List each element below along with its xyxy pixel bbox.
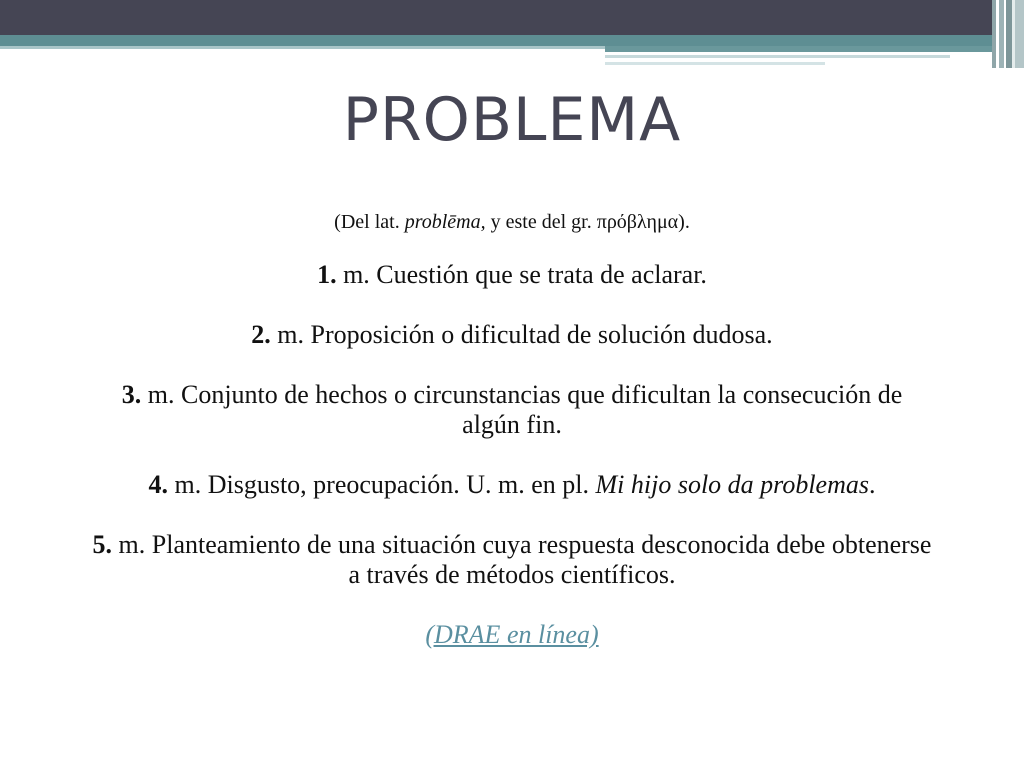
drae-source-link[interactable]: (DRAE en línea) bbox=[425, 620, 599, 649]
header-band-right-pale-2 bbox=[605, 62, 825, 65]
definition-number: 3. bbox=[121, 380, 142, 409]
definition-5 bbox=[90, 530, 934, 590]
header-band-right-teal bbox=[605, 46, 1024, 52]
slide-title: PROBLEMA bbox=[342, 85, 682, 155]
definition-text: m. Cuestión que se trata de aclarar. bbox=[336, 260, 707, 289]
definition-1 bbox=[90, 260, 934, 290]
etymology-greek-word: πρόβλημα bbox=[596, 211, 679, 233]
etymology-latin-word: problēma, bbox=[404, 211, 486, 233]
etymology-prefix: (Del lat. bbox=[334, 211, 405, 233]
etymology-suffix: ). bbox=[678, 211, 690, 233]
definition-example: Mi hijo solo da problemas bbox=[595, 470, 869, 499]
definition-number: 5. bbox=[92, 530, 113, 559]
definition-2 bbox=[90, 320, 934, 350]
definition-text: m. Planteamiento de una situación cuya respuesta desconocida debe obtenerse a través de métodos científicos. bbox=[112, 530, 932, 589]
slide-body bbox=[90, 203, 934, 650]
definition-text: m. Conjunto de hechos o circunstancias que dificultan la consecución de algún fin. bbox=[141, 380, 903, 439]
header-stripes bbox=[992, 0, 1024, 68]
definition-text: m. Proposición o dificultad de solución dudosa. bbox=[270, 320, 773, 349]
definition-4 bbox=[90, 470, 934, 500]
definition-number: 4. bbox=[148, 470, 168, 499]
definition-text: m. Disgusto, preocupación. U. m. en pl. bbox=[168, 470, 596, 499]
header-band-right-pale bbox=[605, 55, 950, 58]
etymology-middle: y este del gr. bbox=[485, 211, 597, 233]
etymology-line bbox=[90, 203, 934, 241]
header-band-dark bbox=[0, 0, 1024, 35]
definition-number: 1. bbox=[317, 260, 337, 289]
definition-end: . bbox=[868, 470, 876, 499]
header-band-teal bbox=[0, 35, 1024, 46]
header-band-light bbox=[0, 46, 605, 49]
definition-number: 2. bbox=[251, 320, 271, 349]
definition-3 bbox=[90, 380, 934, 440]
